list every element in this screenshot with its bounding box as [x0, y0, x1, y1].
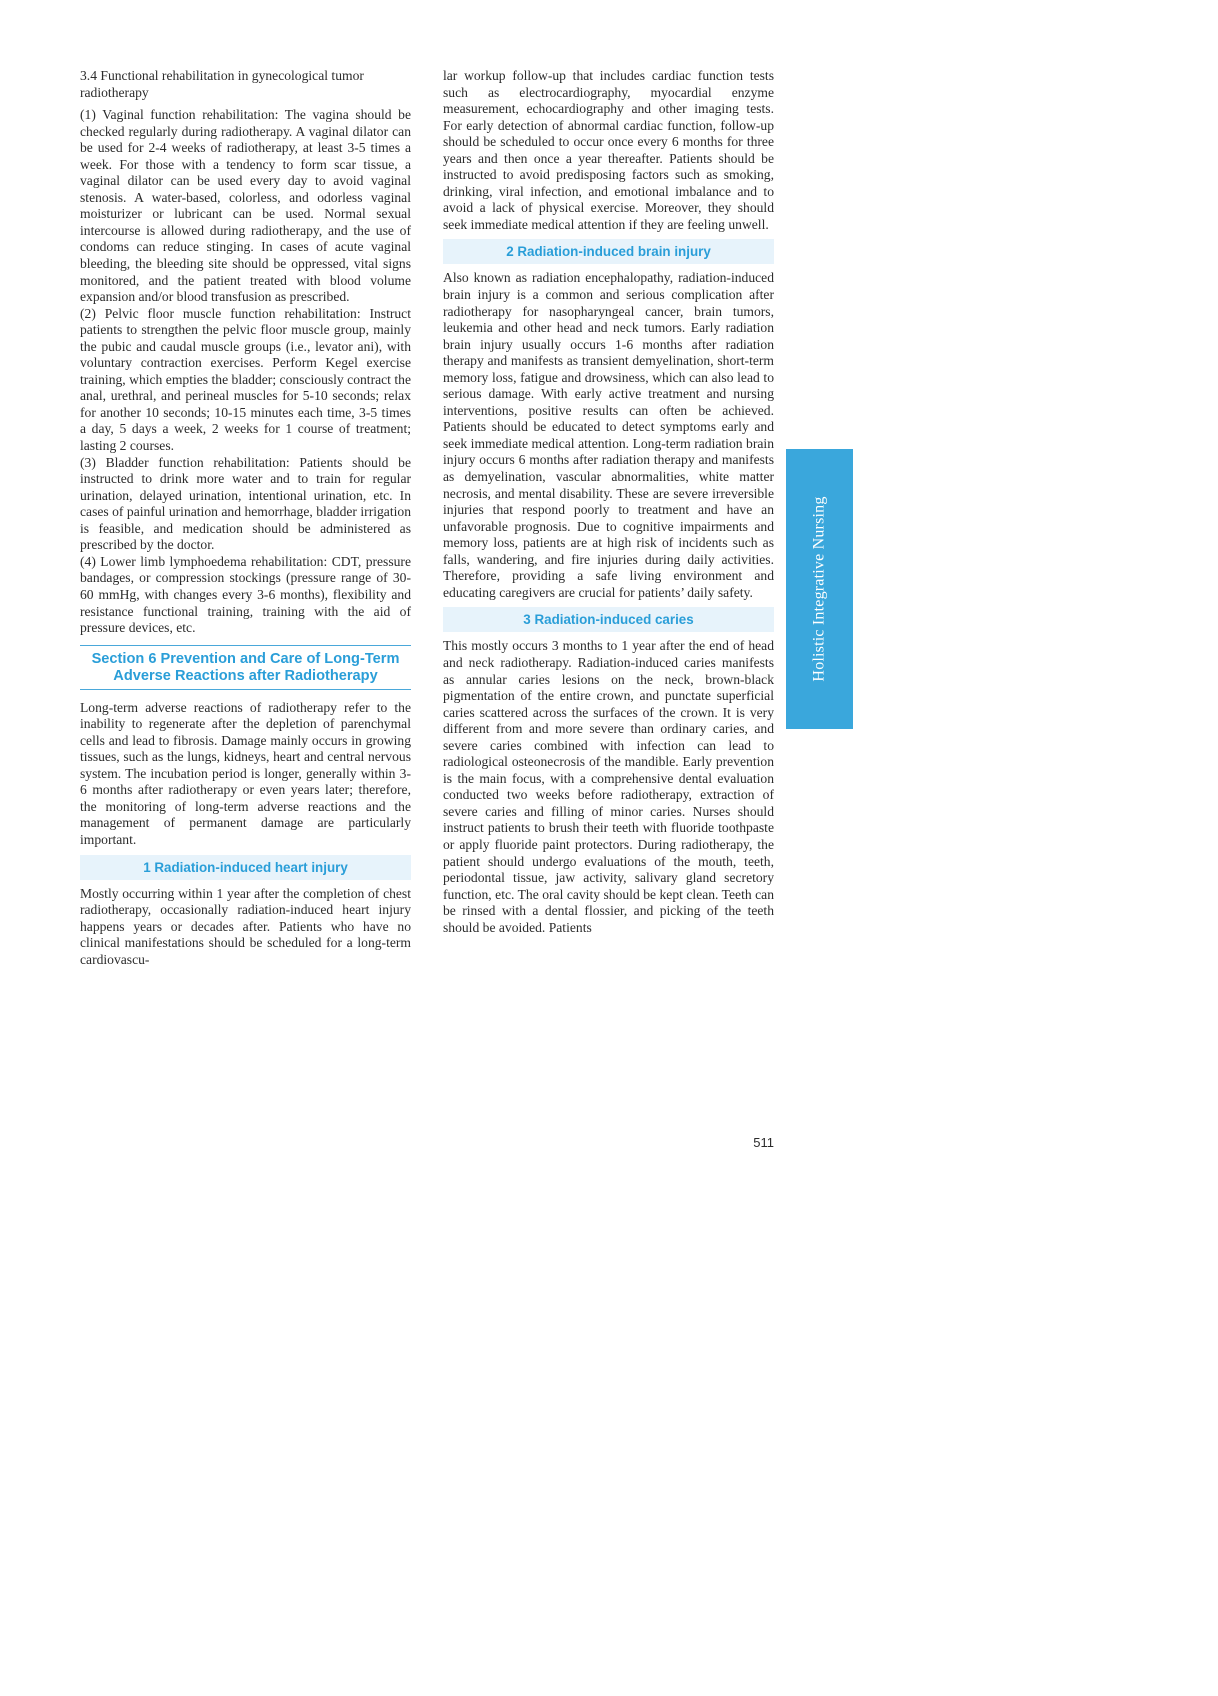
subsection-lead: 3.4 Functional rehabilitation in gynecological tumor radiotherapy [80, 68, 364, 100]
caries-paragraph: This mostly occurs 3 months to 1 year after the end of head and neck radiotherapy. Radiation-induced caries manifests as annular caries lesions on the neck, brown-black pigmentation of the entire crown, and punctate superficial caries scattered across the surfaces of the crown. It is very different from and more severe than ordinary caries, and severe caries combined with infection can lead to radiological osteonecrosis of the mandible. Early prevention is the main focus, with a comprehensive dental evaluation conducted two weeks before radiotherapy, extraction of severe caries and filling of minor caries. Nurses should instruct patients to brush their teeth with fluoride toothpaste or apply fluoride paint protectors. During radiotherapy, the patient should undergo evaluations of the mouth, teeth, periodontal tissue, jaw activity, salivary gland secretory function, etc. The oral cavity should be kept clean. Teeth can be rinsed with a dental flossier, and picking of the teeth should be avoided. Patients [443, 638, 774, 935]
list-item-vaginal-rehab: (1) Vaginal function rehabilitation: The vagina should be checked regularly during radiotherapy. A vaginal dilator can be used for 2-4 weeks of radiotherapy, at least 3-5 times a week. For those with a tendency to form scar tissue, a vaginal dilator can be used every day to avoid vaginal stenosis. A water-based, colorless, and odorless vaginal moisturizer or lubricant can be used. Normal sexual intercourse is allowed during radiotherapy, and the use of condoms can reduce stinging. In cases of acute vaginal bleeding, the bleeding site should be oppressed, vital signs monitored, and the patient treated with blood volume expansion and/or blood transfusion as prescribed. [80, 107, 411, 305]
section-title: Section 6 Prevention and Care of Long-Term Adverse Reactions after Radiotherapy [91, 650, 400, 684]
heading-brain-injury: 2 Radiation-induced brain injury [443, 239, 774, 264]
heart-injury-paragraph: Mostly occurring within 1 year after the completion of chest radiotherapy, occasionally radiation-induced heart injury happens years or decades after. Patients who have no clinical manifestations should be scheduled for a long-term cardiovascu- [80, 885, 411, 967]
page-number: 511 [753, 1135, 774, 1150]
section-heading-box [80, 645, 411, 690]
list-item-bladder-rehab: (3) Bladder function rehabilitation: Patients should be instructed to drink more water and to train for regular urination, delayed urination, intentional urination, etc. In cases of painful urination and hemorrhage, bladder irrigation is feasible, and medication should be administered as prescribed by the doctor. [80, 454, 411, 553]
brain-injury-paragraph: Also known as radiation encephalopathy, radiation-induced brain injury is a common and serious complication after radiotherapy for nasopharyngeal cancer, brain tumors, leukemia and other head and neck tumors. Early radiation brain injury usually occurs 1-6 months after radiation therapy and manifests as transient demyelination, short-term memory loss, fatigue and drowsiness, which can also lead to serious damage. With early active treatment and nursing interventions, positive results can often be achieved. Patients should be educated to detect symptoms early and seek immediate medical attention. Long-term radiation brain injury occurs 6 months after radiation therapy and manifests as demyelination, vascular abnormalities, white matter necrosis, and mental disability. These are severe irreversible injuries that respond poorly to treatment and have an unfavorable prognosis. Due to cognitive impairments and memory loss, patients are at high risk of incidents such as falls, wandering, and fire injuries during daily activities. Therefore, providing a safe living environment and educating caregivers are crucial for patients’ daily safety. [443, 270, 774, 600]
side-tab-label: Holistic Integrative Nursing [810, 496, 828, 682]
heading-heart-injury: 1 Radiation-induced heart injury [80, 855, 411, 880]
heart-injury-paragraph-continued: lar workup follow-up that includes cardiac function tests such as electrocardiography, myocardial enzyme measurement, echocardiography and other imaging tests. For early detection of abnormal cardiac function, follow-up should be scheduled to occur once every 6 months for three years and then once a year thereafter. Patients should be instructed to avoid predisposing factors such as smoking, drinking, viral infection, and emotional imbalance and to avoid a lack of physical exercise. Moreover, they should seek immediate medical attention if they are feeling unwell. [443, 68, 774, 232]
section-intro-paragraph: Long-term adverse reactions of radiotherapy refer to the inability to regenerate after the depletion of parenchymal cells and lead to fibrosis. Damage mainly occurs in growing tissues, such as the lungs, kidneys, heart and central nervous system. The incubation period is longer, generally within 3-6 months after radiotherapy or even years later; therefore, the monitoring of long-term adverse reactions and the management of permanent damage are particularly important. [80, 699, 411, 847]
right-column [443, 68, 774, 936]
list-item-pelvic-floor-rehab: (2) Pelvic floor muscle function rehabilitation: Instruct patients to strengthen the pelvic floor muscle group, mainly the pubic and caudal muscle groups (i.e., levator ani), with voluntary contraction exercises. Perform Kegel exercise training, which empties the bladder; consciously contract the anal, urethral, and perineal muscles for 5-10 seconds; relax for another 10 seconds; 10-15 minutes each time, 3-5 times a day, 5 days a week, 2 weeks for 1 course of treatment; lasting 2 courses. [80, 305, 411, 454]
left-column [80, 68, 411, 968]
list-item-lymphoedema-rehab: (4) Lower limb lymphoedema rehabilitation: CDT, pressure bandages, or compression stockings (pressure range of 30-60 mmHg, with changes every 3-6 months), flexibility and resistance functional training, training with the aid of pressure devices, etc. [80, 553, 411, 636]
heading-caries: 3 Radiation-induced caries [443, 607, 774, 632]
side-tab [786, 449, 853, 729]
